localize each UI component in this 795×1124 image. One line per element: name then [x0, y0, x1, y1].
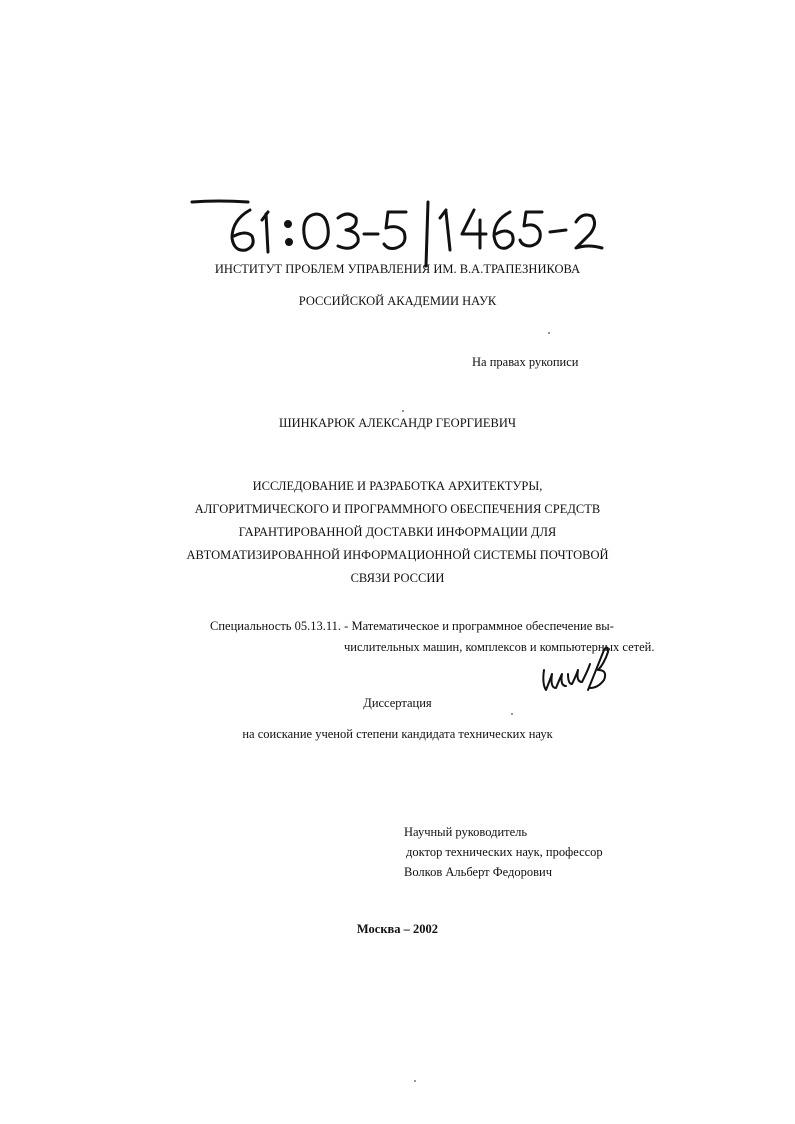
degree-statement: на соискание ученой степени кандидата технических наук	[242, 727, 553, 741]
title-line: СВЯЗИ РОССИИ	[350, 571, 445, 585]
title-line: АВТОМАТИЗИРОВАННОЙ ИНФОРМАЦИОННОЙ СИСТЕМЫ ПОЧТОВОЙ	[186, 548, 609, 562]
specialty-line-2: числительных машин, комплексов и компьютерных сетей.	[344, 640, 655, 654]
dissertation-title	[0, 475, 795, 590]
advisor-role: Научный руководитель	[404, 825, 528, 839]
title-line: ИССЛЕДОВАНИЕ И РАЗРАБОТКА АРХИТЕКТУРЫ,	[252, 479, 543, 493]
scan-speck	[402, 410, 404, 412]
title-line: ГАРАНТИРОВАННОЙ ДОСТАВКИ ИНФОРМАЦИИ ДЛЯ	[238, 525, 557, 539]
scan-speck	[511, 713, 513, 715]
advisor-degree: доктор технических наук, профессор	[406, 845, 603, 859]
scan-speck	[414, 1080, 416, 1082]
title-line: АЛГОРИТМИЧЕСКОГО И ПРОГРАММНОГО ОБЕСПЕЧЕНИЯ СРЕДСТВ	[194, 502, 601, 516]
institution-line-1: ИНСТИТУТ ПРОБЛЕМ УПРАВЛЕНИЯ ИМ. В.А.ТРАПЕЗНИКОВА	[214, 262, 581, 276]
specialty-line-1: Специальность 05.13.11. - Математическое и программное обеспечение вы-	[210, 619, 614, 633]
handwritten-archive-code	[188, 180, 648, 270]
scan-speck	[548, 332, 550, 334]
manuscript-note: На правах рукописи	[472, 355, 579, 369]
scientific-advisor	[404, 822, 603, 882]
document-type: Диссертация	[363, 696, 432, 710]
place-and-year: Москва – 2002	[356, 922, 439, 936]
advisor-name: Волков Альберт Федорович	[404, 865, 553, 879]
institution-line-2: РОССИЙСКОЙ АКАДЕМИИ НАУК	[298, 294, 497, 308]
author-name: ШИНКАРЮК АЛЕКСАНДР ГЕОРГИЕВИЧ	[278, 416, 517, 430]
